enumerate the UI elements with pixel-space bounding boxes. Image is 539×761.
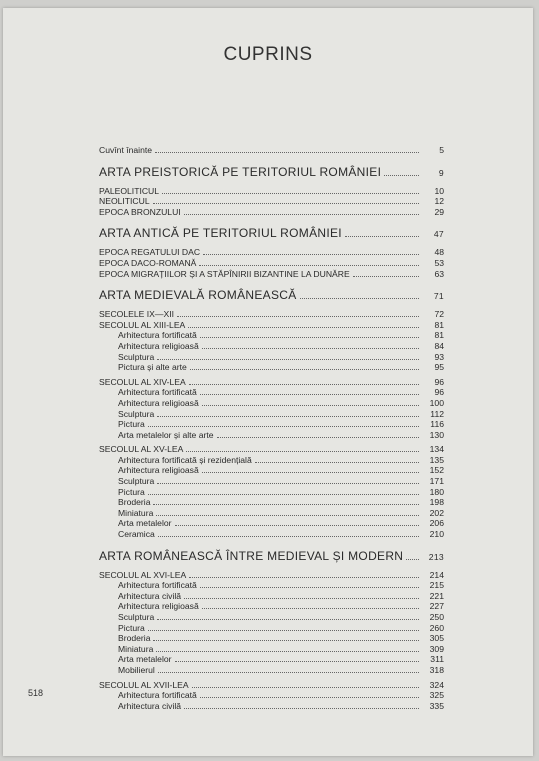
- toc-label: Arhitectura civilă: [118, 700, 182, 711]
- toc-page-number: 311: [430, 654, 444, 665]
- dot-leader: [155, 146, 419, 153]
- toc-page-number: 29: [434, 206, 444, 217]
- toc-entry: [99, 145, 444, 156]
- toc-section: [99, 549, 444, 564]
- dot-leader: [184, 208, 419, 215]
- toc-subentry: [99, 487, 444, 498]
- toc-label: Arta metalelor: [118, 654, 172, 665]
- dot-leader: [157, 410, 419, 417]
- toc-subentry: [99, 409, 444, 420]
- toc-label: Arhitectura fortificată: [118, 580, 197, 591]
- toc-label: Arhitectura religioasă: [118, 601, 199, 612]
- toc-page-number: 250: [429, 612, 444, 622]
- toc-page-number: 63: [434, 268, 444, 279]
- toc-page-number: 53: [434, 257, 444, 268]
- toc-label: Arhitectura fortificată: [118, 330, 197, 341]
- toc-subentry: [99, 654, 444, 665]
- toc-label: Broderia: [118, 497, 151, 508]
- toc-subentry: [99, 476, 444, 487]
- toc-page-number: 84: [434, 340, 444, 351]
- dot-leader: [186, 445, 419, 452]
- toc-section: [99, 165, 444, 180]
- toc-label: Sculptura: [118, 476, 155, 487]
- toc-subentry: [99, 701, 444, 712]
- toc-page-number: 95: [434, 362, 444, 373]
- dot-leader: [175, 655, 420, 662]
- toc-page-number: 130: [429, 429, 444, 440]
- toc-label: Broderia: [118, 633, 151, 644]
- toc-label: PALEOLITICUL: [99, 185, 160, 196]
- toc-subentry: [99, 362, 444, 373]
- toc-subentry: [99, 341, 444, 352]
- dot-leader: [300, 292, 419, 299]
- toc-subentry: [99, 419, 444, 430]
- dot-leader: [202, 602, 419, 609]
- toc-page-number: 324: [429, 679, 444, 690]
- toc-page-number: 47: [433, 229, 444, 240]
- toc-label: SECOLUL AL XV-LEA: [99, 444, 184, 455]
- toc-page-number: 206: [429, 518, 444, 529]
- toc-subentry: [99, 623, 444, 634]
- book-page: [3, 8, 533, 756]
- toc-subentry: [99, 352, 444, 363]
- dot-leader: [184, 592, 419, 599]
- toc-label: SECOLUL AL XVI-LEA: [99, 569, 187, 580]
- dot-leader: [188, 321, 419, 328]
- toc-page-number: 93: [434, 351, 444, 362]
- toc-entry: [99, 309, 444, 320]
- dot-leader: [156, 645, 419, 652]
- toc-subentry: [99, 612, 444, 623]
- toc-subentry: [99, 633, 444, 644]
- toc-label: Pictura și alte arte: [118, 362, 187, 373]
- toc-label: Arhitectura religioasă: [118, 340, 199, 351]
- toc-label: NEOLITICUL: [99, 196, 150, 207]
- toc-page-number: 214: [429, 569, 444, 580]
- toc-subentry: [99, 398, 444, 409]
- dot-leader: [200, 331, 419, 338]
- toc-label: Arhitectura fortificată și rezidențială: [118, 454, 252, 465]
- dot-leader: [189, 378, 419, 385]
- toc-page-number: 305: [429, 633, 444, 644]
- toc-page-number: 171: [429, 476, 444, 487]
- toc-label: Sculptura: [118, 351, 155, 362]
- toc-entry: [99, 207, 444, 218]
- toc-label: Arhitectura civilă: [118, 590, 182, 601]
- dot-leader: [203, 248, 419, 255]
- toc-subentry: [99, 665, 444, 676]
- dot-leader: [217, 431, 419, 438]
- toc-section: [99, 226, 444, 241]
- toc-label: Arhitectura fortificată: [118, 690, 197, 701]
- toc-subentry: [99, 330, 444, 341]
- toc-label: EPOCA REGATULUI DAC: [99, 247, 201, 258]
- dot-leader: [148, 488, 419, 495]
- toc-page-number: 210: [429, 529, 444, 540]
- toc-label: EPOCA MIGRAȚIILOR ȘI A STĂPÎNIRII BIZANTINE LA DUNĂRE: [99, 268, 350, 279]
- dot-leader: [153, 197, 419, 204]
- toc-subentry: [99, 529, 444, 540]
- toc-label: ARTA ROMÂNEASCĂ ÎNTRE MEDIEVAL ȘI MODERN: [99, 548, 404, 563]
- toc-section: [99, 288, 444, 303]
- toc-page-number: 135: [429, 454, 444, 465]
- toc-label: ARTA ANTICĂ PE TERITORIUL ROMÂNIEI: [99, 226, 342, 241]
- dot-leader: [200, 581, 419, 588]
- dot-leader: [156, 509, 419, 516]
- toc-page-number: 309: [429, 643, 444, 654]
- dot-leader: [192, 681, 419, 688]
- dot-leader: [353, 270, 419, 277]
- dot-leader: [406, 553, 419, 560]
- toc-subentry: [99, 497, 444, 508]
- toc-label: SECOLUL AL XVII-LEA: [99, 679, 189, 690]
- toc-label: Mobilierul: [118, 664, 155, 675]
- toc-subentry: [99, 387, 444, 398]
- toc-label: Arta metalelor și alte arte: [118, 429, 214, 440]
- dot-leader: [148, 420, 419, 427]
- dot-leader: [175, 519, 420, 526]
- toc-label: ARTA MEDIEVALĂ ROMÂNEASCĂ: [99, 288, 297, 303]
- page-number: 518: [28, 688, 44, 698]
- toc-page-number: 152: [429, 465, 444, 476]
- toc-subentry: [99, 601, 444, 612]
- toc-entry: [99, 269, 444, 280]
- toc-label: Pictura: [118, 486, 145, 497]
- toc-page-number: 325: [429, 690, 444, 701]
- toc-label: Sculptura: [118, 408, 155, 419]
- toc-label: ARTA PREISTORICĂ PE TERITORIUL ROMÂNIEI: [99, 164, 382, 179]
- toc-page-number: 48: [434, 247, 444, 258]
- toc-label: SECOLELE IX—XII: [99, 309, 174, 320]
- toc-subentry: [99, 644, 444, 655]
- toc-page-number: 12: [434, 196, 444, 207]
- toc-page-number: 112: [430, 408, 444, 419]
- dot-leader: [157, 353, 419, 360]
- toc-label: Miniatura: [118, 507, 154, 518]
- toc-entry: [99, 680, 444, 691]
- toc-page-number: 202: [429, 507, 444, 518]
- toc-page-number: 5: [439, 145, 444, 155]
- toc-label: Arhitectura fortificată: [118, 387, 197, 398]
- table-of-contents: [99, 145, 444, 711]
- toc-subentry: [99, 580, 444, 591]
- toc-subentry: [99, 690, 444, 701]
- toc-page-number: 213: [428, 551, 444, 562]
- toc-entry: [99, 196, 444, 207]
- dot-leader: [162, 187, 419, 194]
- toc-entry: [99, 444, 444, 455]
- toc-page-number: 215: [429, 580, 444, 591]
- toc-label: Pictura: [118, 419, 145, 430]
- toc-page-number: 10: [434, 185, 444, 196]
- toc-page-number: 96: [434, 387, 444, 398]
- dot-leader: [157, 613, 419, 620]
- toc-label: Cuvînt înainte: [99, 145, 153, 155]
- toc-entry: [99, 258, 444, 269]
- toc-entry: [99, 570, 444, 581]
- toc-entry: [99, 186, 444, 197]
- dot-leader: [200, 691, 419, 698]
- dot-leader: [148, 624, 419, 631]
- toc-page-number: 221: [429, 590, 444, 601]
- dot-leader: [177, 310, 419, 317]
- toc-label: EPOCA DACO-ROMANĂ: [99, 257, 197, 268]
- toc-page-number: 116: [430, 419, 444, 430]
- dot-leader: [153, 634, 419, 641]
- toc-label: Sculptura: [118, 612, 155, 622]
- dot-leader: [158, 666, 419, 673]
- toc-label: SECOLUL AL XIV-LEA: [99, 376, 186, 387]
- toc-page-number: 96: [434, 376, 444, 387]
- dot-leader: [184, 702, 419, 709]
- page-title: CUPRINS: [223, 44, 313, 65]
- dot-leader: [384, 169, 419, 176]
- toc-entry: [99, 247, 444, 258]
- toc-label: Ceramica: [118, 529, 155, 540]
- toc-page-number: 71: [433, 291, 444, 302]
- dot-leader: [202, 399, 419, 406]
- dot-leader: [157, 477, 419, 484]
- dot-leader: [189, 571, 419, 578]
- dot-leader: [255, 456, 419, 463]
- toc-subentry: [99, 591, 444, 602]
- toc-page-number: 9: [438, 167, 444, 178]
- toc-page-number: 318: [429, 664, 444, 675]
- toc-label: Pictura: [118, 622, 145, 633]
- dot-leader: [345, 230, 419, 237]
- dot-leader: [153, 498, 419, 505]
- toc-page-number: 180: [429, 486, 444, 497]
- toc-page-number: 227: [429, 601, 444, 612]
- toc-page-number: 81: [434, 319, 444, 330]
- toc-subentry: [99, 508, 444, 519]
- toc-label: SECOLUL AL XIII-LEA: [99, 319, 186, 330]
- toc-page-number: 134: [429, 444, 444, 455]
- toc-page-number: 198: [429, 497, 444, 508]
- toc-subentry: [99, 465, 444, 476]
- dot-leader: [202, 342, 419, 349]
- toc-page-number: 81: [434, 330, 444, 341]
- dot-leader: [190, 363, 419, 370]
- dot-leader: [202, 466, 419, 473]
- toc-page-number: 72: [434, 309, 444, 320]
- toc-subentry: [99, 455, 444, 466]
- toc-label: Arhitectura religioasă: [118, 397, 199, 408]
- toc-page-number: 100: [429, 397, 444, 408]
- toc-subentry: [99, 430, 444, 441]
- toc-entry: [99, 377, 444, 388]
- toc-page-number: 260: [429, 622, 444, 633]
- dot-leader: [158, 530, 419, 537]
- toc-page-number: 335: [429, 700, 444, 711]
- toc-subentry: [99, 518, 444, 529]
- toc-label: Miniatura: [118, 643, 154, 654]
- toc-entry: [99, 320, 444, 331]
- dot-leader: [200, 388, 419, 395]
- toc-label: Arta metalelor: [118, 518, 172, 529]
- dot-leader: [199, 259, 419, 266]
- toc-label: EPOCA BRONZULUI: [99, 206, 181, 217]
- toc-label: Arhitectura religioasă: [118, 465, 199, 476]
